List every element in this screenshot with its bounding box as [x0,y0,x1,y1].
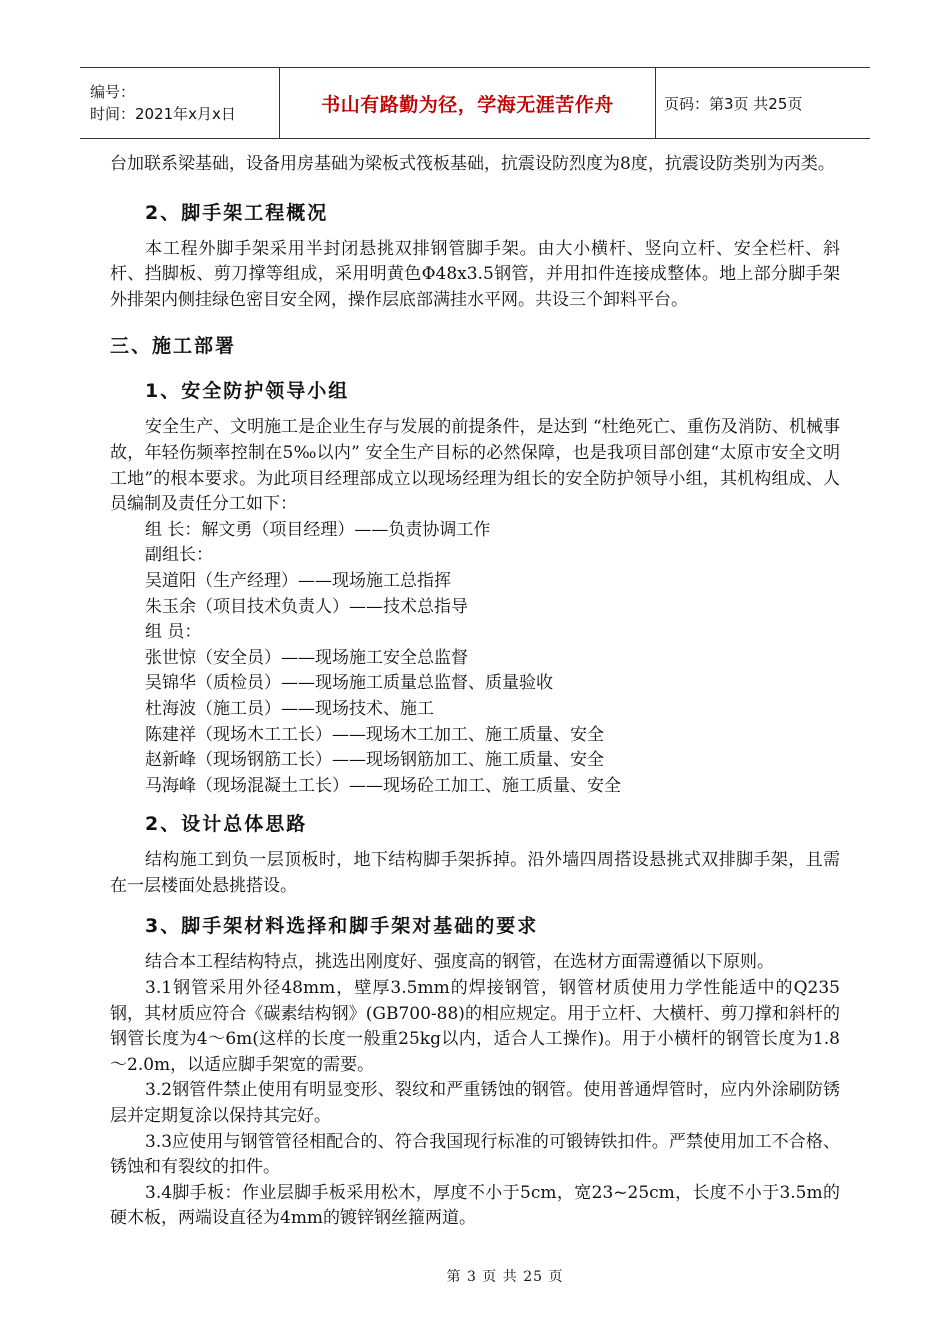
heading-scaffold-overview: 2、脚手架工程概况 [145,201,329,224]
roster-line: 朱玉余（项目技术负责人）——技术总指导 [145,596,468,617]
roster-list [110,518,840,800]
paragraph-material-3-2: 3.2钢管件禁止使用有明显变形、裂纹和严重锈蚀的钢管。使用普通焊管时，应内外涂刷防锈层并定期复涂以保持其完好。 [110,1080,840,1127]
header-motto [280,68,656,138]
motto-text: 书山有路勤为径，学海无涯苦作舟 [321,93,614,116]
time-label: 时间：2021年x月x日 [90,105,236,123]
heading-safety-group: 1、安全防护领导小组 [145,380,350,403]
header-meta [80,68,280,138]
roster-line: 马海峰（现场混凝土工长）——现场砼工加工、施工质量、安全 [145,775,621,796]
roster-line: 吴道阳（生产经理）——现场施工总指挥 [145,570,451,591]
roster-line: 组 员： [145,622,202,643]
paragraph-material-intro: 结合本工程结构特点，挑选出刚度好、强度高的钢管，在选材方面需遵循以下原则。 [145,952,774,973]
paragraph-design-approach: 结构施工到负一层顶板时，地下结构脚手架拆掉。沿外墙四周搭设悬挑式双排脚手架，且需在一层楼面处悬挑搭设。 [110,850,840,896]
paragraph-material-3-3: 3.3应使用与钢管管径相配合的、符合我国现行标准的可锻铸铁扣件。严禁使用加工不合格、锈蚀和有裂纹的扣件。 [110,1131,840,1178]
paragraph-foundation: 台加联系梁基础，设备用房基础为梁板式筏板基础，抗震设防烈度为8度，抗震设防类别为丙类。 [110,154,835,174]
page-footer [0,1266,950,1286]
roster-line: 杜海波（施工员）——现场技术、施工 [145,698,434,719]
code-label: 编号： [90,83,136,101]
roster-line: 赵新峰（现场钢筋工长）——现场钢筋加工、施工质量、安全 [145,750,604,771]
heading-design-approach: 2、设计总体思路 [145,813,308,836]
page-header [80,67,870,139]
roster-line: 副组长： [145,545,213,566]
paragraph-material-3-4: 3.4脚手板：作业层脚手板采用松木，厚度不小于5cm，宽23~25cm，长度不小于3.5m的硬木板，两端设直径为4mm的镀锌钢丝箍两道。 [110,1182,840,1229]
paragraph-safety-group: 安全生产、文明施工是企业生存与发展的前提条件，是达到 “杜绝死亡、重伤及消防、机械事故，年轻伤频率控制在5‰以内” 安全生产目标的必然保障，也是我项目部创建“太原市安全文明工地”的根本要求。为此项目经理部成立以现场经理为组长的安全防护领导小组，其机构组成、人员编制及责任分工如下： [110,417,840,515]
roster-line: 组 长：解文勇（项目经理）——负责协调工作 [145,519,491,540]
roster-line: 陈建祥（现场木工工长）——现场木工加工、施工质量、安全 [145,724,604,745]
footer-page-number: 第 3 页 共 25 页 [446,1269,564,1285]
paragraph-material-3-1: 3.1钢管采用外径48mm，壁厚3.5mm的焊接钢管，钢管材质使用力学性能适中的Q235钢，其材质应符合《碳素结构钢》(GB700-88)的相应规定。用于立杆、大横杆、剪刀撑和斜杆的钢管长度为4～6m(这样的长度一般重25kg以内，适合人工操作)。用于小横杆的钢管长度为1.8～2.0m，以适应脚手架宽的需要。 [110,978,840,1075]
document-body [110,152,840,1232]
page-label: 页码：第3页 共25页 [664,94,803,113]
roster-line: 张世惊（安全员）——现场施工安全总监督 [145,647,468,668]
roster-line: 吴锦华（质检员）——现场施工质量总监督、质量验收 [145,673,553,694]
heading-construction-deployment: 三、施工部署 [110,335,237,358]
header-page [656,68,870,138]
heading-material-selection: 3、脚手架材料选择和脚手架对基础的要求 [145,915,539,938]
paragraph-scaffold-overview: 本工程外脚手架采用半封闭悬挑双排钢管脚手架。由大小横杆、竖向立杆、安全栏杆、斜杆、挡脚板、剪刀撑等组成，采用明黄色Φ48x3.5钢管，并用扣件连接成整体。地上部分脚手架外排架内侧挂绿色密目安全网，操作层底部满挂水平网。共设三个卸料平台。 [110,238,840,310]
